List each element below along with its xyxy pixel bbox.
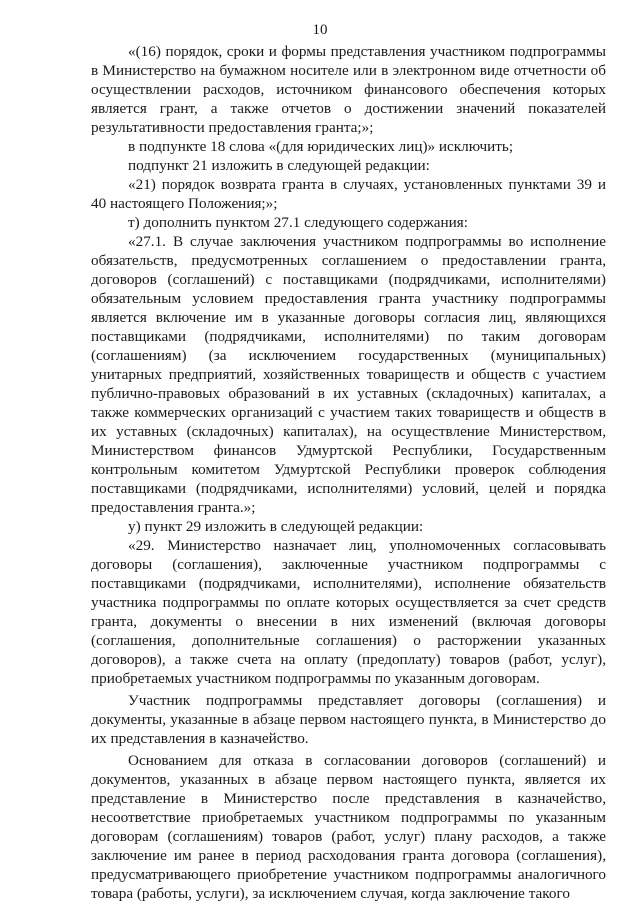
paragraph-29-participant: Участник подпрограммы представляет договоры (соглашения) и документы, указанные в абзаце первом настоящего пункта, в Министерство до их представления в казначейство.: [91, 692, 606, 747]
page-number: 10: [312, 22, 328, 38]
paragraph-29: «29. Министерство назначает лиц, уполномоченных согласовывать договоры (соглашения), заключенные участником подпрограммы с поставщиками (подрядчиками, исполнителями), исполнение обязательств участника подпрограммы по оплате которых осуществляется за счет средств гранта, документы о внесении в них изменений (включая договоры (соглашения, дополнительные соглашения) о расторжении указанных договоров), а также счета на оплату (предоплату) товаров (работ, услуг), приобретаемых участником подпрограммы по указанным договорам.: [91, 537, 606, 687]
paragraph-27-1: «27.1. В случае заключения участником подпрограммы во исполнение обязательств, предусмотренных соглашением о предоставлении гранта, договоров (соглашений) с поставщиками (подрядчиками, исполнителями) обязательным условием предоставления гранта участнику подпрограммы является включение им в указанные договоры согласия лиц, являющихся поставщиками (подрядчиками, исполнителями) по таким договорам (соглашениям) (за исключением государственных (муниципальных) унитарных предприятий, хозяйственных товариществ и обществ с участием публично-правовых образований в их уставных (складочных) капиталах, а также коммерческих организаций с участием таких товариществ и обществ в их уставных (складочных) капиталах), на осуществление Министерством, Министерством финансов Удмуртской Республики, Государственным контрольным комитетом Удмуртской Республики проверок соблюдения поставщиками (подрядчиками, исполнителями) условий, целей и порядка предоставления гранта.»;: [91, 233, 606, 516]
paragraph-subpoint-18: в подпункте 18 слова «(для юридических лиц)» исключить;: [128, 138, 514, 155]
paragraph-29-refusal-grounds: Основанием для отказа в согласовании договоров (соглашений) и документов, указанных в абзаце первом настоящего пункта, является их представление в Министерство после представления в казначейство, несоответствие приобретаемых участником подпрограммы по указанным договорам (соглашениям) товаров (работ, услуг) плану расходов, а также заключение им ранее в период расходования гранта договора (соглашения), предусматривающего приобретение участником подпрограммы аналогичного товара (работы, услуги), за исключением случая, когда заключение такого: [91, 752, 606, 902]
paragraph-u-intro: у) пункт 29 изложить в следующей редакции:: [128, 518, 424, 535]
paragraph-16: «(16) порядок, сроки и формы представления участником подпрограммы в Министерство на бумажном носителе или в электронном виде отчетности об осуществлении расходов, источником финансового обеспечения которых является грант, а также отчетов о достижении значений показателей результативности предоставления гранта;»;: [91, 43, 606, 136]
paragraph-t-intro: т) дополнить пунктом 27.1 следующего содержания:: [128, 214, 468, 231]
document-body: [91, 42, 606, 903]
paragraph-subpoint-21: «21) порядок возврата гранта в случаях, установленных пунктами 39 и 40 настоящего Положения;»;: [91, 176, 606, 212]
paragraph-subpoint-21-intro: подпункт 21 изложить в следующей редакции:: [128, 157, 430, 174]
